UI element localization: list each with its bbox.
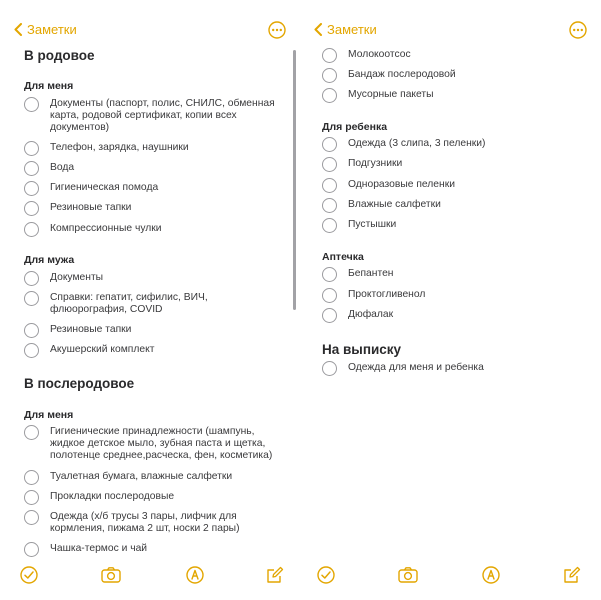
more-button[interactable] xyxy=(569,21,587,44)
item-label: Подгузники xyxy=(348,158,403,169)
group-header: Для меня xyxy=(24,409,74,421)
item-label: Телефон, зарядка, наушники xyxy=(50,142,189,153)
checkbox[interactable] xyxy=(322,48,337,63)
item-label: Справки: гепатит, сифилис, ВИЧ, флюорография, COVID xyxy=(50,292,208,315)
item-label: Одноразовые пеленки xyxy=(348,179,455,190)
camera-icon[interactable] xyxy=(101,566,121,584)
right-pane xyxy=(300,0,601,600)
checkbox[interactable] xyxy=(322,157,337,172)
checkbox[interactable] xyxy=(24,141,39,156)
more-icon xyxy=(268,21,286,39)
section-title: В послеродовое xyxy=(24,376,135,391)
checkbox[interactable] xyxy=(24,271,39,286)
checkbox[interactable] xyxy=(322,361,337,376)
bottom-toolbar xyxy=(300,566,601,588)
back-label: Заметки xyxy=(327,22,377,37)
checkbox[interactable] xyxy=(322,198,337,213)
item-label: Акушерский комплект xyxy=(50,344,155,355)
checkbox[interactable] xyxy=(24,222,39,237)
back-button[interactable] xyxy=(314,22,377,37)
item-label: Чашка-термос и чай xyxy=(50,543,148,554)
chevron-left-icon xyxy=(14,23,22,36)
checkbox[interactable] xyxy=(24,181,39,196)
checkbox[interactable] xyxy=(24,542,39,557)
checkbox[interactable] xyxy=(322,178,337,193)
scrollbar[interactable] xyxy=(293,50,296,310)
checkbox[interactable] xyxy=(322,267,337,282)
markup-icon[interactable] xyxy=(482,566,500,584)
camera-icon[interactable] xyxy=(398,566,418,584)
item-label: Резиновые тапки xyxy=(50,324,132,335)
item-label: Прокладки послеродовые xyxy=(50,491,175,502)
item-label: Проктогливенол xyxy=(348,289,426,300)
section-title: В родовое xyxy=(24,48,95,63)
compose-icon[interactable] xyxy=(266,566,284,584)
checkbox[interactable] xyxy=(24,425,39,440)
checkbox[interactable] xyxy=(24,490,39,505)
checklist-icon[interactable] xyxy=(20,566,38,584)
group-header: Аптечка xyxy=(322,251,364,263)
item-label: Дюфалак xyxy=(348,309,394,320)
checkbox[interactable] xyxy=(24,323,39,338)
checkbox[interactable] xyxy=(322,288,337,303)
chevron-left-icon xyxy=(314,23,322,36)
checkbox[interactable] xyxy=(24,97,39,112)
group-header: Для меня xyxy=(24,80,74,92)
item-label: Туалетная бумага, влажные салфетки xyxy=(50,471,233,482)
item-label: Документы (паспорт, полис, СНИЛС, обменная карта, родовой сертификат, копии всех документов) xyxy=(50,98,275,133)
more-icon xyxy=(569,21,587,39)
group-header: Для мужа xyxy=(24,254,75,266)
checkbox[interactable] xyxy=(24,161,39,176)
checklist-icon[interactable] xyxy=(317,566,335,584)
checkbox[interactable] xyxy=(24,343,39,358)
checkbox[interactable] xyxy=(322,88,337,103)
compose-icon[interactable] xyxy=(563,566,581,584)
checkbox[interactable] xyxy=(322,68,337,83)
back-label: Заметки xyxy=(27,22,77,37)
item-label: Пустышки xyxy=(348,219,397,230)
bottom-toolbar xyxy=(0,566,300,588)
checkbox[interactable] xyxy=(24,470,39,485)
item-label: Гигиенические принадлежности (шампунь, жидкое детское мыло, зубная паста и щетка, полотенце среднее,расческа, фен, косметика) xyxy=(50,426,273,461)
item-label: Резиновые тапки xyxy=(50,202,132,213)
checkbox[interactable] xyxy=(322,137,337,152)
item-label: Одежда (х/б трусы 3 пары, лифчик для кормления, пижама 2 шт, носки 2 пары) xyxy=(50,511,240,534)
item-label: Документы xyxy=(50,272,104,283)
more-button[interactable] xyxy=(268,21,286,44)
item-label: Мусорные пакеты xyxy=(348,89,434,100)
item-label: Одежда для меня и ребенка xyxy=(348,362,484,373)
group-header: Для ребенка xyxy=(322,121,388,133)
left-pane xyxy=(0,0,300,600)
section-title: На выписку xyxy=(322,342,402,357)
checkbox[interactable] xyxy=(24,291,39,306)
item-label: Одежда (3 слипа, 3 пеленки) xyxy=(348,138,486,149)
back-button[interactable] xyxy=(14,22,77,37)
checkbox[interactable] xyxy=(24,201,39,216)
item-label: Гигиеническая помода xyxy=(50,182,159,193)
item-label: Вода xyxy=(50,162,75,173)
item-label: Компрессионные чулки xyxy=(50,223,162,234)
markup-icon[interactable] xyxy=(186,566,204,584)
checkbox[interactable] xyxy=(322,218,337,233)
checkbox[interactable] xyxy=(24,510,39,525)
checkbox[interactable] xyxy=(322,308,337,323)
item-label: Бандаж послеродовой xyxy=(348,69,456,80)
navigation-bar xyxy=(14,22,286,42)
item-label: Влажные салфетки xyxy=(348,199,441,210)
item-label: Бепантен xyxy=(348,268,394,279)
item-label: Молокоотсос xyxy=(348,49,411,60)
navigation-bar xyxy=(314,22,587,42)
